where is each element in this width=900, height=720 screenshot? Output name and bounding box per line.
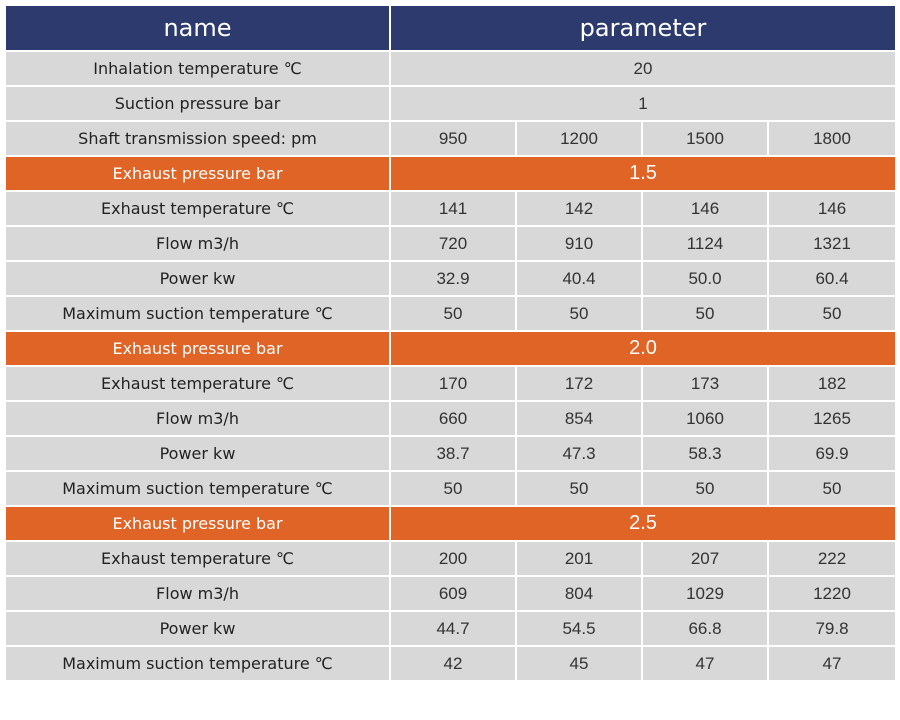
section-pressure-value: 2.5 [390,506,896,541]
cell-value: 142 [516,191,642,226]
section-pressure-value: 2.0 [390,331,896,366]
table-row [5,576,896,611]
cell-value: 54.5 [516,611,642,646]
cell-value: 201 [516,541,642,576]
table-row [5,471,896,506]
cell-value: 50 [768,296,896,331]
table-row [5,646,896,681]
cell-value: 141 [390,191,516,226]
cell-value: 44.7 [390,611,516,646]
table-row [5,86,896,121]
cell-value: 146 [642,191,768,226]
row-name: Flow m3/h [5,226,390,261]
cell-value: 50 [516,296,642,331]
row-name: Inhalation temperature ℃ [5,51,390,86]
row-value: 20 [390,51,896,86]
cell-value: 1500 [642,121,768,156]
cell-value: 720 [390,226,516,261]
row-name: Power kw [5,436,390,471]
table-row [5,191,896,226]
cell-value: 45 [516,646,642,681]
cell-value: 609 [390,576,516,611]
section-label: Exhaust pressure bar [5,156,390,191]
section-label: Exhaust pressure bar [5,331,390,366]
section-label: Exhaust pressure bar [5,506,390,541]
cell-value: 222 [768,541,896,576]
cell-value: 1200 [516,121,642,156]
row-name: Flow m3/h [5,576,390,611]
cell-value: 47.3 [516,436,642,471]
table-row [5,261,896,296]
cell-value: 50.0 [642,261,768,296]
cell-value: 50 [642,296,768,331]
header-parameter: parameter [390,5,896,51]
row-name: Maximum suction temperature ℃ [5,646,390,681]
cell-value: 1060 [642,401,768,436]
row-value: 1 [390,86,896,121]
row-name: Power kw [5,261,390,296]
row-name: Flow m3/h [5,401,390,436]
table-row [5,296,896,331]
cell-value: 1321 [768,226,896,261]
cell-value: 173 [642,366,768,401]
cell-value: 79.8 [768,611,896,646]
cell-value: 200 [390,541,516,576]
cell-value: 38.7 [390,436,516,471]
row-name: Power kw [5,611,390,646]
cell-value: 32.9 [390,261,516,296]
table-row [5,51,896,86]
table-row [5,541,896,576]
row-name: Maximum suction temperature ℃ [5,471,390,506]
table-header-row [5,5,896,51]
cell-value: 854 [516,401,642,436]
cell-value: 146 [768,191,896,226]
cell-value: 47 [642,646,768,681]
cell-value: 60.4 [768,261,896,296]
cell-value: 1800 [768,121,896,156]
section-pressure-value: 1.5 [390,156,896,191]
cell-value: 50 [516,471,642,506]
cell-value: 1124 [642,226,768,261]
cell-value: 1220 [768,576,896,611]
cell-value: 1265 [768,401,896,436]
cell-value: 172 [516,366,642,401]
row-name: Exhaust temperature ℃ [5,191,390,226]
cell-value: 50 [642,471,768,506]
cell-value: 40.4 [516,261,642,296]
cell-value: 50 [390,296,516,331]
cell-value: 47 [768,646,896,681]
cell-value: 207 [642,541,768,576]
row-name: Exhaust temperature ℃ [5,366,390,401]
table-row [5,366,896,401]
cell-value: 910 [516,226,642,261]
row-name: Shaft transmission speed: pm [5,121,390,156]
row-name: Exhaust temperature ℃ [5,541,390,576]
table-row [5,226,896,261]
cell-value: 50 [768,471,896,506]
pressure-sections [5,156,896,681]
cell-value: 1029 [642,576,768,611]
cell-value: 950 [390,121,516,156]
header-name: name [5,5,390,51]
cell-value: 69.9 [768,436,896,471]
section-header-row [5,331,896,366]
cell-value: 58.3 [642,436,768,471]
cell-value: 50 [390,471,516,506]
cell-value: 804 [516,576,642,611]
cell-value: 182 [768,366,896,401]
table-row [5,121,896,156]
cell-value: 66.8 [642,611,768,646]
section-header-row [5,506,896,541]
section-header-row [5,156,896,191]
row-name: Maximum suction temperature ℃ [5,296,390,331]
table-row [5,436,896,471]
table-row [5,401,896,436]
cell-value: 42 [390,646,516,681]
cell-value: 170 [390,366,516,401]
row-name: Suction pressure bar [5,86,390,121]
cell-value: 660 [390,401,516,436]
table-row [5,611,896,646]
parameter-table [4,4,897,682]
